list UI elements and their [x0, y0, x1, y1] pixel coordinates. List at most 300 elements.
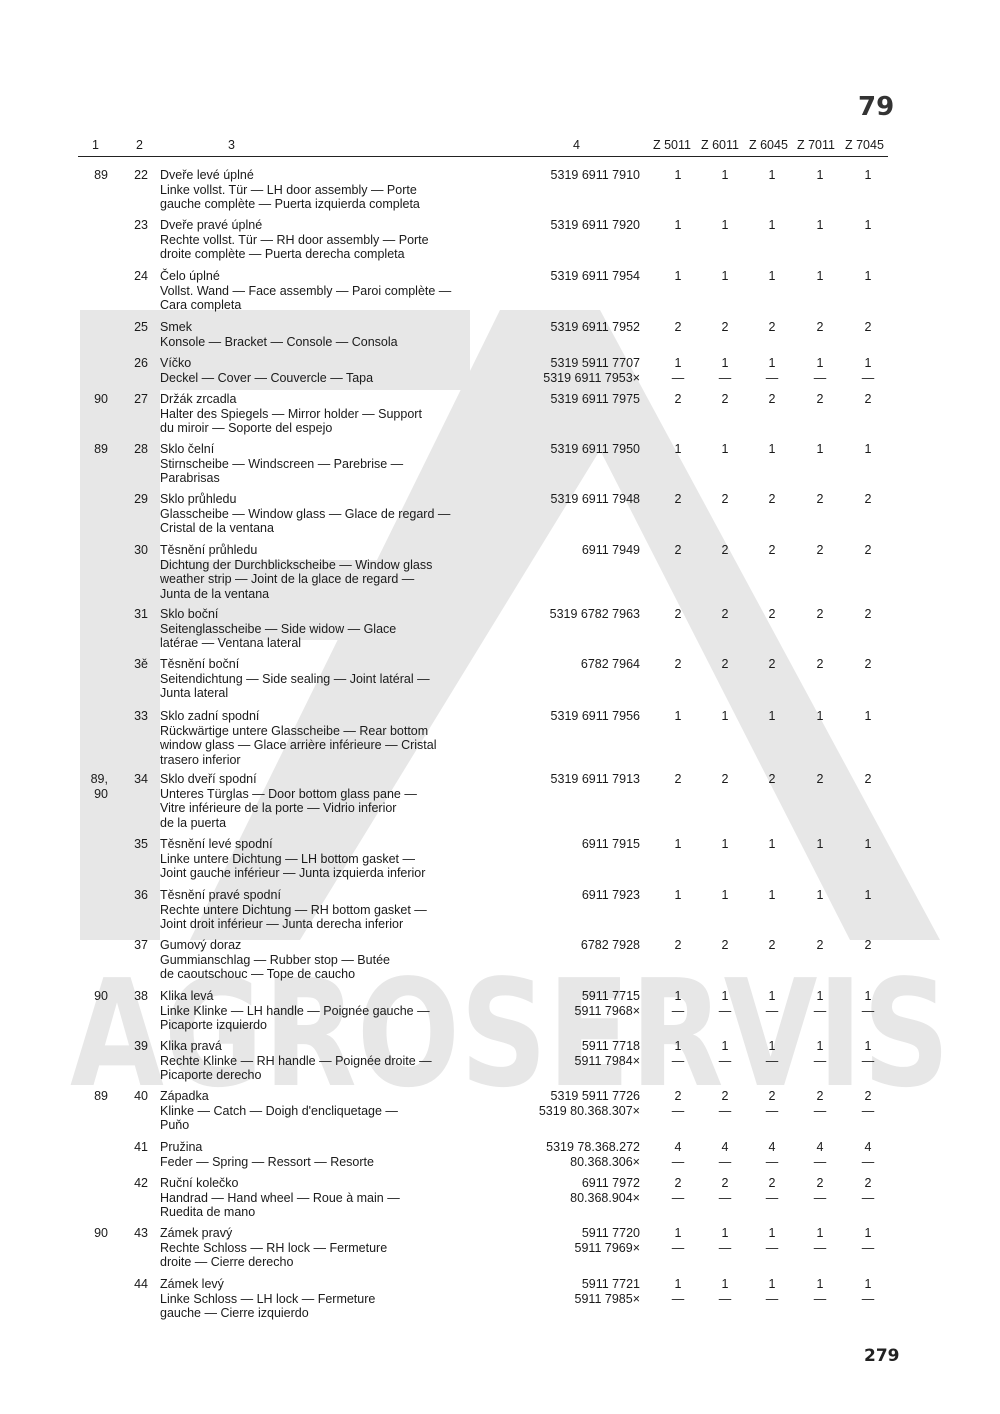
description-line: Těsnění pravé spodní [160, 888, 281, 902]
part-number-line: 5911 7718 [581, 1039, 640, 1053]
quantity-value: 2 [816, 772, 824, 786]
description-line: Seitenglasscheibe — Side widow — Glace [160, 621, 397, 636]
quantity-z-5011 [668, 1176, 688, 1205]
quantity-value: 4 [768, 1140, 776, 1154]
description-line: Těsnění levé spodní [160, 837, 273, 851]
quantity-z-6045 [762, 772, 782, 787]
quantity-value: 1 [721, 709, 729, 723]
quantity-value: 1 [721, 269, 729, 283]
quantity-z-5011 [668, 607, 688, 622]
quantity-value: — [718, 1190, 732, 1205]
quantity-value: — [718, 1154, 732, 1169]
position-number: 22 [134, 168, 148, 182]
quantity-z-7045 [858, 1039, 878, 1068]
part-number [500, 657, 640, 672]
quantity-value: — [813, 1053, 827, 1068]
quantity-z-6011 [715, 492, 735, 507]
quantity-value: 2 [768, 607, 776, 621]
quantity-z-7045 [858, 492, 878, 507]
quantity-value: 2 [721, 657, 729, 671]
quantity-value: 2 [864, 772, 872, 786]
part-description [160, 607, 520, 651]
description-line: Dveře levé úplné [160, 168, 254, 182]
svg-text:AGROSERVIS: AGROSERVIS [70, 948, 950, 1120]
description-line: Linke vollst. Tür — LH door assembly — Porte [160, 182, 417, 197]
quantity-z-6045 [762, 709, 782, 724]
description-line: Linke Klinke — LH handle — Poignée gauche — [160, 1003, 430, 1018]
header-model-3: Z 6045 [749, 138, 788, 152]
quantity-z-5011 [668, 543, 688, 558]
quantity-z-5011 [668, 709, 688, 724]
quantity-z-6045 [762, 168, 782, 183]
description-line: Junta de la ventana [160, 586, 270, 601]
quantity-z-6011 [715, 607, 735, 622]
quantity-z-7011 [810, 442, 830, 457]
quantity-z-5011 [668, 442, 688, 457]
quantity-z-6011 [715, 1176, 735, 1205]
quantity-value: 2 [721, 1176, 729, 1190]
description-line: Picaporte derecho [160, 1068, 262, 1082]
quantity-value: 1 [721, 168, 729, 182]
quantity-value: 1 [816, 442, 824, 456]
part-number [500, 543, 640, 558]
quantity-value: 2 [721, 492, 729, 506]
quantity-z-6045 [762, 392, 782, 407]
part-number-line: 5319 6911 7950 [550, 442, 640, 456]
quantity-value: 1 [768, 218, 776, 232]
description-line: Joint droit inférieur — Junta derecha inferior [160, 917, 404, 931]
quantity-z-7045 [858, 657, 878, 672]
quantity-value: — [861, 1003, 875, 1018]
quantity-z-6011 [715, 888, 735, 903]
quantity-z-5011 [668, 320, 688, 335]
quantity-z-7011 [810, 356, 830, 385]
description-line: Feder — Spring — Ressort — Resorte [160, 1154, 374, 1169]
description-line: trasero inferior [160, 752, 241, 767]
header-col-2: 2 [136, 138, 143, 152]
figure-ref: 89 [94, 1089, 108, 1103]
description-line: Sklo dveří spodní [160, 772, 257, 786]
quantity-value: 2 [816, 392, 824, 406]
header-col-4: 4 [573, 138, 580, 152]
quantity-value: 2 [864, 1089, 872, 1103]
figure-ref: 89 [94, 442, 108, 456]
quantity-z-5011 [668, 1140, 688, 1169]
quantity-z-6045 [762, 888, 782, 903]
description-line: Stirnscheibe — Windscreen — Parebrise — [160, 456, 404, 471]
quantity-z-6011 [715, 392, 735, 407]
quantity-value: — [765, 1053, 779, 1068]
part-description [160, 218, 520, 262]
description-line: Vollst. Wand — Face assembly — Paroi complète — [160, 283, 452, 298]
quantity-value: 4 [816, 1140, 824, 1154]
quantity-value: 1 [768, 1039, 776, 1053]
quantity-z-6011 [715, 168, 735, 183]
quantity-value: — [671, 1154, 685, 1169]
description-line: Ruedita de mano [160, 1205, 256, 1219]
part-description [160, 392, 520, 436]
quantity-value: 2 [721, 392, 729, 406]
part-number-line: 5911 7968× [574, 1003, 640, 1018]
position-number: 37 [134, 938, 148, 952]
quantity-z-7045 [858, 888, 878, 903]
quantity-value: — [765, 1291, 779, 1306]
quantity-z-6045 [762, 543, 782, 558]
quantity-z-7011 [810, 492, 830, 507]
part-number-line: 5319 6911 7975 [550, 392, 640, 406]
header-model-4: Z 7011 [797, 138, 835, 152]
part-description [160, 1176, 520, 1220]
quantity-value: 2 [816, 1176, 824, 1190]
quantity-value: — [765, 1103, 779, 1118]
part-description [160, 1089, 520, 1133]
description-line: de caoutschouc — Tope de caucho [160, 967, 356, 981]
quantity-z-6011 [715, 772, 735, 787]
part-number-line: 80.368.306× [570, 1154, 640, 1169]
quantity-value: 2 [768, 772, 776, 786]
quantity-z-5011 [668, 938, 688, 953]
quantity-value: 2 [768, 1176, 776, 1190]
part-description [160, 709, 520, 767]
quantity-value: 1 [674, 989, 682, 1003]
description-line: Rechte Schloss — RH lock — Fermeture [160, 1240, 388, 1255]
part-number [500, 1140, 640, 1169]
part-description [160, 888, 520, 932]
quantity-z-6011 [715, 938, 735, 953]
description-line: Junta lateral [160, 686, 229, 700]
quantity-value: — [718, 1240, 732, 1255]
quantity-value: 1 [816, 989, 824, 1003]
part-number-line: 5319 6911 7954 [550, 269, 640, 283]
quantity-value: 2 [864, 938, 872, 952]
description-line: Čelo úplné [160, 269, 220, 283]
part-number [500, 1089, 640, 1118]
quantity-z-5011 [668, 837, 688, 852]
part-number-line: 6911 7972 [581, 1176, 640, 1190]
position-number: 41 [134, 1140, 148, 1154]
position-number: 34 [134, 772, 148, 786]
part-description [160, 989, 520, 1033]
quantity-value: 4 [864, 1140, 872, 1154]
part-description [160, 1039, 520, 1083]
quantity-z-7045 [858, 392, 878, 407]
quantity-value: 2 [674, 1089, 682, 1103]
quantity-value: 1 [674, 709, 682, 723]
position-number: 36 [134, 888, 148, 902]
quantity-value: — [718, 1053, 732, 1068]
description-line: Klika levá [160, 989, 214, 1003]
description-line: Joint gauche inférieur — Junta izquierda inferior [160, 866, 426, 880]
figure-ref: 89 [94, 168, 108, 182]
part-number-line: 5319 6782 7963 [549, 607, 640, 621]
position-number: 24 [134, 269, 148, 283]
part-description [160, 168, 520, 212]
part-description [160, 772, 520, 830]
quantity-value: — [861, 1291, 875, 1306]
quantity-value: — [861, 1154, 875, 1169]
description-line: Těsnění boční [160, 657, 240, 671]
quantity-value: 1 [721, 218, 729, 232]
part-number [500, 218, 640, 233]
quantity-value: 2 [816, 607, 824, 621]
part-number-line: 5911 7969× [574, 1240, 640, 1255]
quantity-value: — [718, 1291, 732, 1306]
quantity-z-7011 [810, 938, 830, 953]
part-number-line: 5911 7720 [581, 1226, 640, 1240]
quantity-z-6011 [715, 1226, 735, 1255]
quantity-value: 1 [864, 218, 872, 232]
description-line: Gummianschlag — Rubber stop — Butée [160, 952, 390, 967]
description-line: Sklo čelní [160, 442, 215, 456]
quantity-z-6045 [762, 1089, 782, 1118]
description-line: Zámek pravý [160, 1226, 233, 1240]
description-line: Vitre inférieure de la porte — Vidrio inferior [160, 801, 397, 815]
quantity-value: 2 [721, 938, 729, 952]
description-line: Gumový doraz [160, 938, 242, 952]
quantity-z-7045 [858, 772, 878, 787]
quantity-z-6011 [715, 1089, 735, 1118]
quantity-value: — [813, 1103, 827, 1118]
quantity-value: 2 [768, 938, 776, 952]
quantity-z-6011 [715, 269, 735, 284]
description-line: droite complète — Puerta derecha completa [160, 247, 405, 261]
quantity-value: 1 [721, 837, 729, 851]
quantity-z-6045 [762, 1176, 782, 1205]
quantity-z-6011 [715, 657, 735, 672]
quantity-z-6045 [762, 356, 782, 385]
quantity-z-7011 [810, 1176, 830, 1205]
quantity-z-7011 [810, 989, 830, 1018]
part-number [500, 356, 640, 385]
quantity-z-5011 [668, 492, 688, 507]
quantity-z-6011 [715, 989, 735, 1018]
quantity-z-5011 [668, 392, 688, 407]
position-number: 43 [134, 1226, 148, 1240]
part-number-line: 5319 6911 7910 [550, 168, 640, 182]
quantity-z-5011 [668, 1039, 688, 1068]
description-line: Halter des Spiegels — Mirror holder — Support [160, 406, 422, 421]
quantity-value: 1 [816, 1039, 824, 1053]
quantity-z-6011 [715, 543, 735, 558]
quantity-value: — [718, 370, 732, 385]
part-number-line: 80.368.904× [570, 1190, 640, 1205]
part-number [500, 492, 640, 507]
position-number: 26 [134, 356, 148, 370]
quantity-z-5011 [668, 1089, 688, 1118]
position-number: 3ě [134, 657, 148, 671]
description-line: Rechte untere Dichtung — RH bottom gasket — [160, 902, 427, 917]
quantity-value: 2 [864, 607, 872, 621]
quantity-value: 2 [816, 492, 824, 506]
quantity-value: 1 [864, 356, 872, 370]
header-model-2: Z 6011 [701, 138, 739, 152]
quantity-value: 1 [721, 442, 729, 456]
quantity-z-7045 [858, 543, 878, 558]
quantity-value: 1 [721, 888, 729, 902]
quantity-value: 2 [864, 392, 872, 406]
quantity-value: 2 [674, 1176, 682, 1190]
description-line: Deckel — Cover — Couvercle — Tapa [160, 370, 374, 385]
part-number-line: 6911 7915 [581, 837, 640, 851]
description-line: Picaporte izquierdo [160, 1018, 268, 1032]
quantity-value: 2 [768, 1089, 776, 1103]
quantity-value: 2 [768, 543, 776, 557]
part-number-line: 5319 6911 7948 [550, 492, 640, 506]
quantity-z-7045 [858, 607, 878, 622]
description-line: Seitendichtung — Side sealing — Joint latéral — [160, 671, 430, 686]
quantity-z-6045 [762, 938, 782, 953]
quantity-z-6045 [762, 218, 782, 233]
position-number: 35 [134, 837, 148, 851]
quantity-z-7045 [858, 1089, 878, 1118]
description-line: Klinke — Catch — Doigh d'encliquetage — [160, 1103, 398, 1118]
quantity-value: 1 [816, 269, 824, 283]
description-line: Držák zrcadla [160, 392, 237, 406]
quantity-value: 1 [674, 1039, 682, 1053]
quantity-value: 2 [816, 1089, 824, 1103]
quantity-value: 2 [674, 938, 682, 952]
description-line: Těsnění průhledu [160, 543, 258, 557]
description-line: Sklo zadní spodní [160, 709, 260, 723]
quantity-value: 1 [674, 442, 682, 456]
quantity-value: — [861, 1240, 875, 1255]
quantity-z-5011 [668, 772, 688, 787]
part-number-line: 5319 6911 7956 [550, 709, 640, 723]
quantity-value: 2 [674, 543, 682, 557]
quantity-value: — [813, 370, 827, 385]
quantity-z-7045 [858, 442, 878, 457]
quantity-z-6011 [715, 320, 735, 335]
quantity-z-7011 [810, 772, 830, 787]
quantity-value: 2 [864, 1176, 872, 1190]
quantity-value: 2 [816, 543, 824, 557]
quantity-value: — [813, 1190, 827, 1205]
quantity-z-5011 [668, 888, 688, 903]
quantity-z-6045 [762, 320, 782, 335]
description-line: gauche — Cierre izquierdo [160, 1306, 309, 1320]
part-number-line: 5911 7721 [581, 1277, 640, 1291]
description-line: Linke Schloss — LH lock — Fermeture [160, 1291, 376, 1306]
quantity-value: 2 [768, 492, 776, 506]
part-number-line: 6911 7923 [581, 888, 640, 902]
figure-ref: 90 [94, 392, 108, 406]
quantity-value: 1 [864, 888, 872, 902]
quantity-value: — [813, 1291, 827, 1306]
description-line: Konsole — Bracket — Console — Consola [160, 334, 398, 349]
position-number: 28 [134, 442, 148, 456]
quantity-z-7011 [810, 320, 830, 335]
position-number: 27 [134, 392, 148, 406]
part-number [500, 607, 640, 622]
quantity-value: 1 [816, 1226, 824, 1240]
quantity-value: — [861, 370, 875, 385]
quantity-value: — [861, 1190, 875, 1205]
description-line: Unteres Türglas — Door bottom glass pane — [160, 786, 417, 801]
quantity-value: 1 [768, 442, 776, 456]
quantity-value: — [813, 1154, 827, 1169]
quantity-z-7011 [810, 837, 830, 852]
quantity-z-7045 [858, 320, 878, 335]
quantity-value: — [765, 370, 779, 385]
part-number [500, 392, 640, 407]
description-line: droite — Cierre derecho [160, 1255, 294, 1269]
description-line: Parabrisas [160, 471, 220, 485]
part-description [160, 269, 520, 313]
quantity-z-6011 [715, 1039, 735, 1068]
part-description [160, 543, 520, 601]
quantity-value: 2 [721, 607, 729, 621]
position-number: 39 [134, 1039, 148, 1053]
quantity-z-6045 [762, 837, 782, 852]
part-description [160, 320, 520, 349]
quantity-value: 2 [674, 607, 682, 621]
description-line: Sklo průhledu [160, 492, 237, 506]
header-model-5: Z 7045 [845, 138, 884, 152]
quantity-value: 1 [768, 709, 776, 723]
part-description [160, 492, 520, 536]
description-line: Dichtung der Durchblickscheibe — Window glass [160, 557, 433, 572]
quantity-z-7045 [858, 709, 878, 724]
quantity-value: — [671, 1240, 685, 1255]
quantity-value: 1 [864, 989, 872, 1003]
description-line: gauche complète — Puerta izquierda completa [160, 197, 420, 211]
part-number-line: 5911 7985× [574, 1291, 640, 1306]
position-number: 38 [134, 989, 148, 1003]
description-line: Zámek levý [160, 1277, 224, 1291]
quantity-value: 1 [721, 1277, 729, 1291]
quantity-value: — [671, 1103, 685, 1118]
figure-ref: 89, 90 [90, 772, 108, 801]
quantity-value: 1 [721, 356, 729, 370]
quantity-value: 1 [768, 269, 776, 283]
position-number: 29 [134, 492, 148, 506]
description-line: Pružina [160, 1140, 203, 1154]
description-line: Sklo boční [160, 607, 219, 621]
description-line: Dveře pravé úplné [160, 218, 263, 232]
description-line: Rechte vollst. Tür — RH door assembly — Porte [160, 232, 429, 247]
quantity-value: — [813, 1003, 827, 1018]
position-number: 30 [134, 543, 148, 557]
quantity-z-6045 [762, 1277, 782, 1306]
quantity-value: 4 [674, 1140, 682, 1154]
quantity-z-7045 [858, 218, 878, 233]
part-number-line: 6911 7949 [581, 543, 640, 557]
part-number-line: 5319 5911 7726 [550, 1089, 640, 1103]
quantity-value: 2 [864, 657, 872, 671]
position-number: 40 [134, 1089, 148, 1103]
description-line: Cara completa [160, 298, 242, 312]
description-line: Glasscheibe — Window glass — Glace de regard — [160, 506, 451, 521]
quantity-value: 2 [721, 772, 729, 786]
quantity-z-7011 [810, 1226, 830, 1255]
quantity-value: 2 [864, 320, 872, 334]
quantity-value: 2 [768, 657, 776, 671]
description-line: window glass — Glace arrière inférieure — Cristal [160, 738, 437, 752]
quantity-value: 1 [864, 1226, 872, 1240]
part-number [500, 1226, 640, 1255]
description-line: Cristal de la ventana [160, 521, 274, 535]
part-number [500, 269, 640, 284]
quantity-z-6045 [762, 657, 782, 672]
part-number [500, 772, 640, 787]
part-number [500, 1277, 640, 1306]
part-description [160, 657, 520, 701]
part-description [160, 1277, 520, 1321]
part-number [500, 168, 640, 183]
quantity-z-7045 [858, 1226, 878, 1255]
quantity-value: 1 [721, 1039, 729, 1053]
quantity-value: — [765, 1240, 779, 1255]
